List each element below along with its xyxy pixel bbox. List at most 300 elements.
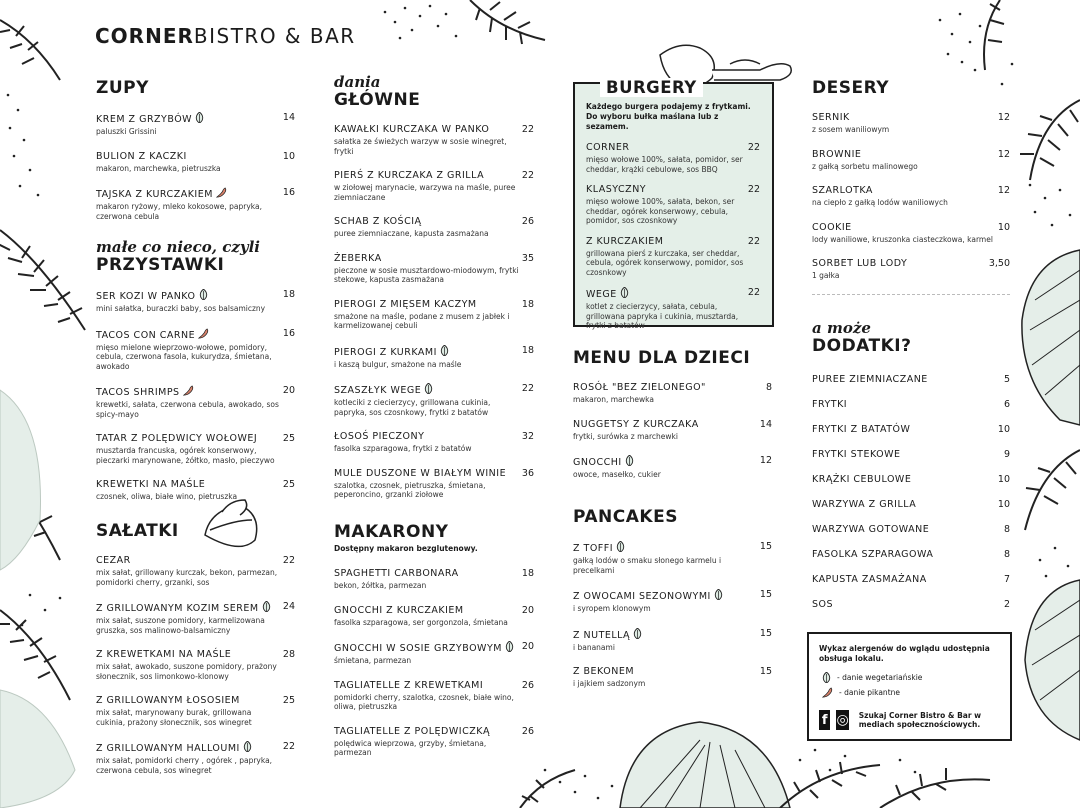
przystawki-list xyxy=(96,289,295,502)
menu-item-name-text: TAJSKA Z KURCZAKIEM xyxy=(96,189,213,200)
menu-item xyxy=(334,253,534,285)
menu-item-name-text: Z KURCZAKIEM xyxy=(586,235,664,247)
menu-item-name xyxy=(573,541,772,555)
menu-item-price: 22 xyxy=(521,124,534,135)
menu-item-price: 22 xyxy=(747,287,760,298)
left-palm-leaves xyxy=(0,20,85,700)
menu-item-price: 18 xyxy=(521,344,534,356)
script-dania: dania xyxy=(334,73,381,91)
menu-item-name xyxy=(573,382,772,394)
menu-item-price: 15 xyxy=(759,589,772,600)
menu-item-price: 25 xyxy=(282,433,295,444)
menu-item-name xyxy=(96,151,295,163)
menu-item-description: i bananami xyxy=(573,642,615,652)
menu-item-description: śmietana, parmezan xyxy=(334,656,412,665)
menu-item-price: 15 xyxy=(759,541,772,552)
leaf-icon xyxy=(620,287,629,298)
menu-item-price: 18 xyxy=(521,298,534,310)
menu-item-name xyxy=(334,253,534,265)
menu-item-name xyxy=(573,628,772,642)
menu-item-name-text: PUREE ZIEMNIACZANE xyxy=(812,374,928,385)
makarony-note: Dostępny makaron bezglutenowy. xyxy=(334,544,478,553)
menu-item-name xyxy=(334,680,534,692)
leaf-icon xyxy=(616,541,625,552)
menu-item-price: 2 xyxy=(1003,599,1010,610)
menu-item-price: 10 xyxy=(997,474,1010,485)
menu-item xyxy=(334,431,534,454)
menu-item-name-text: MULE DUSZONE W BIAŁYM WINIE xyxy=(334,467,507,479)
leaf-icon xyxy=(424,383,433,394)
menu-item xyxy=(96,555,295,587)
section-title-dania: GŁÓWNE xyxy=(334,90,421,110)
menu-item xyxy=(96,601,295,635)
menu-item-description: mięso wołowe 100%, sałata, bekon, ser cheddar, ogórek konserwowy, cebula, pomidor, sos czosnkowy xyxy=(586,197,735,225)
column-zupy xyxy=(96,78,295,221)
menu-item-name-text: KAWAŁKI KURCZAKA W PANKO xyxy=(334,124,490,135)
leaf-icon xyxy=(633,628,642,639)
menu-item xyxy=(573,541,772,575)
menu-item-name-text: FRYTKI xyxy=(812,399,848,410)
menu-item-name-text: CORNER xyxy=(586,142,630,153)
menu-item-name xyxy=(334,383,534,397)
menu-item-name-text: KREWETKI NA MAŚLE xyxy=(96,479,206,490)
menu-item-price: 10 xyxy=(282,150,295,162)
menu-item-description: paluszki Grissini xyxy=(96,127,157,136)
menu-item-price: 22 xyxy=(521,170,534,181)
menu-item-price: 12 xyxy=(997,148,1010,160)
menu-item xyxy=(812,374,1010,386)
menu-item-description: kotleciki z ciecierzycy, grillowana cukinia, papryka, sos czosnkowy, frytki z batatów xyxy=(334,398,491,417)
menu-item-price: 22 xyxy=(747,184,760,195)
menu-item xyxy=(812,258,1010,281)
menu-item-description: w ziołowej marynacie, warzywa na maśle, puree ziemniaczane xyxy=(334,183,516,202)
section-title-zupy: ZUPY xyxy=(96,78,149,98)
menu-item-description: i syropem klonowym xyxy=(573,604,651,613)
menu-item-name-text: Z TOFFI xyxy=(573,543,614,554)
menu-item-description: makaron ryżowy, mleko kokosowe, papryka, czerwona cebula xyxy=(96,202,262,221)
menu-item-name-text: SCHAB Z KOŚCIĄ xyxy=(334,216,422,227)
menu-item-name-text: KREM Z GRZYBÓW xyxy=(96,114,193,125)
menu-item-name xyxy=(586,184,760,196)
menu-item-name xyxy=(812,258,1010,270)
menu-item-name xyxy=(812,499,1010,511)
menu-item-description: pomidorki cherry, szalotka, czosnek, białe wino, oliwa, pietruszka xyxy=(334,692,514,711)
menu-item-name-text: NUGGETSY Z KURCZAKA xyxy=(573,418,699,430)
menu-item xyxy=(334,468,534,500)
menu-item-name-text: KAPUSTA ZASMAŻANA xyxy=(812,574,927,585)
menu-item-price: 7 xyxy=(1003,574,1010,585)
pancakes-list xyxy=(573,541,772,689)
menu-item-price: 18 xyxy=(282,289,295,300)
burgery-box xyxy=(573,78,774,330)
menu-item-name-text: GNOCCHI xyxy=(573,457,622,468)
menu-item-price: 32 xyxy=(521,431,534,442)
menu-item xyxy=(812,574,1010,586)
menu-item xyxy=(812,599,1010,611)
section-title-makarony: MAKARONY xyxy=(334,522,449,542)
menu-item xyxy=(586,287,760,331)
menu-item xyxy=(573,628,772,653)
menu-item-name-text: Z GRILLOWANYM ŁOSOSIEM xyxy=(96,695,240,706)
menu-item-description: kotlet z ciecierzycy, sałata, cebula, grillowana papryka i cukinia, musztarda, frytki z batatów xyxy=(586,302,739,330)
menu-item-name xyxy=(573,666,772,678)
facebook-icon[interactable]: f xyxy=(819,710,830,730)
menu-item-name-text: BULION Z KACZKI xyxy=(96,150,187,162)
menu-item-price: 22 xyxy=(282,741,295,752)
menu-item-description: i kaszą bulgur, smażone na maśle xyxy=(334,359,462,369)
menu-item-description: mix sałat, suszone pomidory, karmelizowana gruszka, sos malinowo-balsamiczny xyxy=(96,616,265,635)
menu-item-name-text: Z KREWETKAMI NA MAŚLE xyxy=(96,649,232,660)
menu-item-name-text: TACOS SHRIMPS xyxy=(96,387,180,398)
menu-item-name xyxy=(96,695,295,707)
menu-item-name-text: WEGE xyxy=(586,289,617,300)
menu-item-name xyxy=(812,549,1010,561)
menu-item-name xyxy=(586,142,760,154)
menu-item-description: z sosem waniliowym xyxy=(812,125,890,134)
menu-item-name xyxy=(812,524,1010,536)
menu-item-description: czosnek, oliwa, białe wino, pietruszka xyxy=(96,492,238,501)
menu-item xyxy=(334,170,534,202)
menu-item-name xyxy=(96,289,295,303)
menu-item-price: 22 xyxy=(521,383,534,394)
menu-item-name-text: SOS xyxy=(812,599,834,610)
menu-item-description: polędwica wieprzowa, grzyby, śmietana, parmezan xyxy=(334,738,487,757)
menu-item-description: lody waniliowe, kruszonka ciasteczkowa, karmel xyxy=(812,234,993,244)
menu-item-name-text: WARZYWA GOTOWANE xyxy=(812,524,930,535)
menu-item-name-text: WARZYWA Z GRILLA xyxy=(812,499,917,510)
chili-icon xyxy=(198,328,209,339)
menu-item-description: na ciepło z gałką lodów waniliowych xyxy=(812,198,948,207)
makarony-list xyxy=(334,568,534,758)
menu-item-name xyxy=(334,568,534,580)
menu-item-name-text: SZASZŁYK WEGE xyxy=(334,385,422,396)
menu-item-name-text: SORBET LUB LODY xyxy=(812,258,908,269)
brand-strong: CORNER xyxy=(95,24,194,48)
menu-item-price: 6 xyxy=(1003,399,1010,410)
menu-item-price: 8 xyxy=(1003,549,1010,560)
menu-item xyxy=(586,142,760,174)
desery-divider xyxy=(812,294,1010,295)
menu-item-description: mix sałat, awokado, suszone pomidory, prażony słonecznik, sos limonkowo-klonowy xyxy=(96,662,277,681)
menu-item-description: mix sałat, pomidorki cherry , ogórek , papryka, czerwona cebula, sos winegret xyxy=(96,756,273,775)
column-dzieci xyxy=(573,348,772,480)
chili-icon xyxy=(216,187,227,198)
menu-item-description: makaron, marchewka, pietruszka xyxy=(96,163,221,173)
menu-item-name xyxy=(812,574,1010,586)
leaf-icon xyxy=(714,589,723,600)
menu-item-price: 22 xyxy=(747,142,760,153)
menu-item-price: 20 xyxy=(521,604,534,616)
menu-item-name xyxy=(96,741,295,755)
desery-list xyxy=(812,112,1010,281)
menu-item-price: 10 xyxy=(997,221,1010,233)
menu-item-name xyxy=(812,149,1010,161)
zupy-list xyxy=(96,112,295,221)
menu-item xyxy=(334,680,534,712)
menu-item xyxy=(96,328,295,372)
menu-item-price: 14 xyxy=(759,418,772,430)
menu-item-price: 8 xyxy=(1003,524,1010,535)
menu-item-description: i jajkiem sadzonym xyxy=(573,679,646,688)
leaf-icon xyxy=(440,345,449,356)
menu-item-price: 5 xyxy=(1003,374,1010,385)
menu-item-description: szalotka, czosnek, pietruszka, śmietana, peperoncino, grzanki ziołowe xyxy=(334,480,486,499)
menu-item-name-text: Z OWOCAMI SEZONOWYMI xyxy=(573,591,711,602)
leaf-icon xyxy=(625,455,634,466)
script-dodatki: a może xyxy=(812,319,871,337)
menu-item-name-text: TACOS CON CARNE xyxy=(96,329,196,341)
menu-item-price: 10 xyxy=(997,424,1010,435)
menu-item-name xyxy=(334,726,534,738)
script-przystawki: małe co nieco, czyli xyxy=(96,238,260,256)
menu-item xyxy=(96,112,295,137)
menu-item-name xyxy=(96,479,295,491)
menu-item-description: krewetki, sałata, czerwona cebula, awokado, sos spicy-mayo xyxy=(96,400,279,419)
menu-item xyxy=(812,185,1010,208)
leaf-icon xyxy=(822,672,831,683)
menu-item-description: pieczone w sosie musztardowo-miodowym, frytki stekowe, kapusta zasmażana xyxy=(334,265,519,284)
section-title-przystawki: PRZYSTAWKI xyxy=(96,255,225,275)
dodatki-list xyxy=(812,374,1010,611)
menu-item-name xyxy=(812,185,1010,197)
menu-item xyxy=(334,124,534,156)
menu-item-price: 26 xyxy=(521,679,534,691)
menu-item xyxy=(96,695,295,727)
menu-item-name xyxy=(573,419,772,431)
menu-item-price: 12 xyxy=(759,455,772,466)
menu-item-name xyxy=(812,374,1010,386)
menu-item-price: 20 xyxy=(282,385,295,396)
menu-item-name-text: FASOLKA SZPARAGOWA xyxy=(812,549,934,560)
menu-item-name xyxy=(96,555,295,567)
section-title-dzieci: MENU DLA DZIECI xyxy=(573,348,751,368)
menu-item-description: mini sałatka, buraczki baby, sos balsamiczny xyxy=(96,304,266,313)
column-dania xyxy=(334,74,534,500)
menu-item-price: 15 xyxy=(759,666,772,677)
menu-item-name-text: COOKIE xyxy=(812,221,852,233)
menu-item xyxy=(334,383,534,417)
menu-item-description: 1 gałka xyxy=(812,271,840,280)
menu-item xyxy=(812,549,1010,561)
menu-item-description: musztarda francuska, ogórek konserwowy, pieczarki marynowane, żółtko, masło, pieczywo xyxy=(96,446,275,465)
menu-item-price: 15 xyxy=(759,627,772,639)
menu-item-price: 35 xyxy=(521,252,534,264)
menu-item-name xyxy=(334,345,534,359)
menu-item-name-text: GNOCCHI W SOSIE GRZYBOWYM xyxy=(334,643,502,654)
menu-item-name xyxy=(812,112,1010,124)
leaf-icon xyxy=(505,641,514,652)
burgery-list xyxy=(586,142,760,331)
menu-item-name xyxy=(96,187,295,201)
menu-item-name-text: FRYTKI Z BATATÓW xyxy=(812,424,911,435)
menu-item-name xyxy=(334,216,534,228)
menu-item-description: fasolka szparagowa, ser gorgonzola, śmietana xyxy=(334,617,508,627)
burgery-note: Każdego burgera podajemy z frytkami. Do wyboru bułka maślana lub z sezamem. xyxy=(586,102,751,131)
menu-item-name-text: PIEROGI Z KURKAMI xyxy=(334,346,437,358)
menu-item-price: 10 xyxy=(997,499,1010,510)
menu-item-name xyxy=(96,649,295,661)
column-pancakes xyxy=(573,507,772,689)
menu-item-name-text: ŻEBERKA xyxy=(334,252,382,264)
menu-item-name xyxy=(334,299,534,311)
menu-item-name-text: GNOCCHI Z KURCZAKIEM xyxy=(334,604,464,616)
menu-item-price: 24 xyxy=(282,601,295,612)
menu-item-description: gałką lodów o smaku słonego karmelu i precelkami xyxy=(573,556,722,575)
menu-item-description: mix sałat, grillowany kurczak, bekon, parmezan, pomidorki cherry, grzanki, sos xyxy=(96,568,278,587)
menu-item-name xyxy=(586,236,760,248)
menu-item xyxy=(96,187,295,221)
menu-item-name xyxy=(573,589,772,603)
menu-item-name-text: Z NUTELLĄ xyxy=(573,629,630,641)
menu-item-name-text: Z GRILLOWANYM HALLOUMI xyxy=(96,743,240,754)
menu-item-price: 28 xyxy=(282,649,295,660)
menu-item-description: frytki, surówka z marchewki xyxy=(573,431,678,441)
menu-item-name-text: TATAR Z POLĘDWICY WOŁOWEJ xyxy=(96,433,258,444)
menu-item-name-text: BROWNIE xyxy=(812,148,862,160)
social-row xyxy=(819,710,1000,730)
menu-item-price: 26 xyxy=(521,216,534,227)
menu-item-description: bekon, żółtka, parmezan xyxy=(334,581,427,590)
menu-item-name xyxy=(96,385,295,399)
menu-item xyxy=(334,605,534,628)
legend-veg-label: - danie wegetariańskie xyxy=(837,672,923,682)
salatki-list xyxy=(96,555,295,775)
menu-item-description: mięso mielone wieprzowo-wołowe, pomidory, cebula, czerwona fasola, kukurydza, śmietana, awokado xyxy=(96,342,272,371)
brand-logo xyxy=(95,24,356,48)
menu-item xyxy=(96,433,295,465)
menu-item xyxy=(96,479,295,502)
menu-item-name-text: Z BEKONEM xyxy=(573,666,635,677)
menu-item xyxy=(812,474,1010,486)
menu-item xyxy=(573,455,772,480)
menu-item xyxy=(96,385,295,419)
menu-item-name-text: PIERŚ Z KURCZAKA Z GRILLA xyxy=(334,170,485,181)
menu-item-name-text: Z GRILLOWANYM KOZIM SEREM xyxy=(96,603,259,614)
leaf-icon xyxy=(262,601,271,612)
column-makarony xyxy=(334,522,534,758)
brand-rest: BISTRO & BAR xyxy=(193,24,356,48)
menu-item xyxy=(334,216,534,239)
social-text: Szukaj Corner Bistro & Bar w mediach społecznościowych. xyxy=(858,710,982,729)
menu-item-name xyxy=(812,449,1010,461)
menu-item xyxy=(812,524,1010,536)
leaf-icon xyxy=(199,289,208,300)
menu-item xyxy=(573,666,772,689)
leaf-icon xyxy=(195,112,204,123)
chili-icon xyxy=(822,687,833,698)
menu-item-name-text: SPAGHETTI CARBONARA xyxy=(334,568,459,579)
menu-item-name xyxy=(812,222,1010,234)
menu-item-name xyxy=(586,287,760,301)
menu-item xyxy=(573,419,772,442)
menu-item xyxy=(812,399,1010,411)
menu-item xyxy=(812,424,1010,436)
menu-item-description: sałatka ze świeżych warzyw w sosie winegret, frytki xyxy=(334,137,507,156)
menu-item-name-text: SZARLOTKA xyxy=(812,185,873,196)
menu-item-price: 36 xyxy=(521,467,534,479)
menu-item-price: 16 xyxy=(282,187,295,198)
menu-item-description: mix sałat, marynowany burak, grillowana cukinia, prażony słonecznik, sos winegret xyxy=(96,708,252,727)
menu-item xyxy=(812,499,1010,511)
menu-item-description: z gałką sorbetu malinowego xyxy=(812,161,918,171)
menu-item xyxy=(573,382,772,405)
instagram-icon[interactable]: ◎ xyxy=(836,712,849,728)
column-dodatki xyxy=(812,320,1010,611)
menu-item-name xyxy=(334,605,534,617)
column-salatki xyxy=(96,521,295,775)
menu-item xyxy=(812,149,1010,172)
section-title-salatki: SAŁATKI xyxy=(96,521,179,541)
menu-item-description: makaron, marchewka xyxy=(573,395,654,404)
menu-item xyxy=(334,568,534,591)
menu-item-price: 22 xyxy=(282,555,295,566)
menu-item-name xyxy=(812,474,1010,486)
menu-item-name-text: ROSÓŁ "BEZ ZIELONEGO" xyxy=(573,382,706,393)
menu-item-description: puree ziemniaczane, kapusta zasmażana xyxy=(334,229,489,238)
menu-item-price: 12 xyxy=(997,185,1010,196)
menu-item-name-text: KLASYCZNY xyxy=(586,184,647,195)
allergen-intro: Wykaz alergenów do wglądu udostępnia obsługa lokalu. xyxy=(819,644,990,663)
allergen-box xyxy=(807,632,1012,741)
menu-item-name xyxy=(96,601,295,615)
menu-item-name-text: SERNIK xyxy=(812,112,850,123)
menu-item-name xyxy=(334,170,534,182)
menu-item-name xyxy=(334,431,534,443)
leaf-icon xyxy=(243,741,252,752)
menu-item xyxy=(334,726,534,758)
menu-item-name xyxy=(812,599,1010,611)
menu-item-name xyxy=(96,112,295,126)
section-title-desery: DESERY xyxy=(812,78,890,98)
menu-item-name-text: ŁOSOŚ PIECZONY xyxy=(334,431,425,442)
menu-item-description: smażone na maśle, podane z musem z jabłek i karmelizowanej cebuli xyxy=(334,311,510,330)
menu-item-price: 20 xyxy=(521,641,534,652)
menu-item-name-text: KRĄŻKI CEBULOWE xyxy=(812,474,912,485)
menu-item xyxy=(96,151,295,174)
menu-item-price: 12 xyxy=(997,112,1010,123)
menu-item-price: 16 xyxy=(282,327,295,339)
menu-item-name-text: TAGLIATELLE Z KREWETKAMI xyxy=(334,679,484,691)
dania-list xyxy=(334,124,534,500)
menu-item-price: 26 xyxy=(521,725,534,737)
menu-item-price: 3,50 xyxy=(988,258,1010,269)
menu-item xyxy=(334,641,534,666)
menu-item-price: 9 xyxy=(1003,449,1010,460)
menu-item-description: fasolka szparagowa, frytki z batatów xyxy=(334,444,472,453)
menu-item-name xyxy=(334,641,534,655)
column-desery xyxy=(812,78,1010,295)
section-title-burgery: BURGERY xyxy=(600,78,703,97)
menu-item xyxy=(812,112,1010,135)
menu-item-description: mięso wołowe 100%, sałata, pomidor, ser cheddar, krążki cebulowe, sos BBQ xyxy=(586,155,743,174)
menu-item-name xyxy=(96,433,295,445)
menu-item-name xyxy=(334,468,534,480)
menu-item xyxy=(812,449,1010,461)
menu-item xyxy=(812,222,1010,245)
menu-item xyxy=(96,741,295,775)
menu-item xyxy=(573,589,772,614)
menu-item-price: 14 xyxy=(282,112,295,123)
menu-item-name xyxy=(573,455,772,469)
menu-item-price: 25 xyxy=(282,479,295,490)
menu-item-name-text: SER KOZI W PANKO xyxy=(96,291,196,302)
menu-item-price: 25 xyxy=(282,695,295,706)
menu-item-name xyxy=(96,328,295,342)
menu-item xyxy=(96,289,295,314)
menu-item-name xyxy=(334,124,534,136)
legend-spicy xyxy=(819,687,1000,698)
legend-spicy-label: - danie pikantne xyxy=(839,687,900,697)
